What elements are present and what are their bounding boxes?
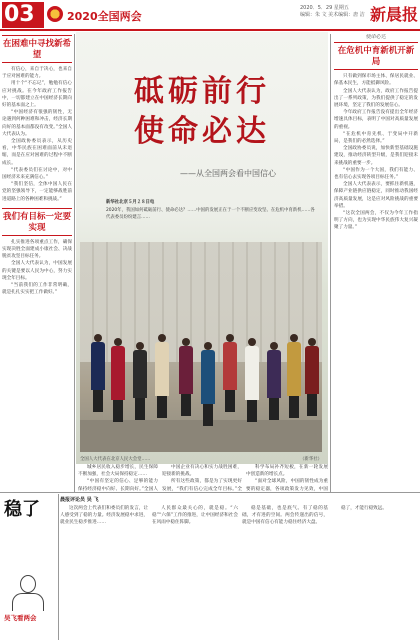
photo-caption bbox=[80, 456, 322, 462]
body-paragraph: “中国经济有很强的韧性，无论遇到何种困难和冲击，经济长期向好的基本面都没有改变。”全国人大代表认为。 bbox=[2, 110, 72, 137]
header-rule bbox=[0, 29, 420, 31]
column-text-1 bbox=[60, 505, 148, 640]
column-paragraph: 稳是基础，也是底气。有了稳的基础，才有进的空间。两会传递出的信号，就是中国有信心有能力稳住经济大盘。 bbox=[242, 506, 328, 526]
left-subhead-2: 我们有目标一定要实现 bbox=[2, 211, 71, 233]
national-emblem-icon bbox=[47, 6, 63, 22]
column-text-2 bbox=[152, 505, 238, 640]
body-paragraph: “在危机中育先机、于变局中开新局，是我们的必然选择。” bbox=[334, 131, 418, 145]
header-date-line2: 编辑：朱 文 美术编辑：唐 洁 bbox=[300, 12, 365, 18]
left-body-2 bbox=[2, 239, 72, 297]
column-paragraph: 这次两会上代表们和委员们的发言，让人感受到了稳的力量。经济发展稳中求进，就业民生稳步推进…… bbox=[60, 506, 148, 526]
column-divider bbox=[58, 494, 59, 640]
column-author-name: 吴飞看两会 bbox=[4, 614, 37, 622]
subhead-rule bbox=[334, 42, 418, 43]
body-paragraph: “面对全球风险，中国的韧性成为重要的稳定器，各项政策发力见效，中国 bbox=[246, 479, 328, 492]
body-paragraph: 科学布局补齐短板，在新一轮发展中创造新的增长点。 bbox=[246, 465, 328, 478]
masthead-logo: 新晨报 bbox=[369, 5, 418, 24]
body-paragraph: 城乡居民收入稳步增长，民生保障不断加强，社会大局保持稳定…… bbox=[78, 465, 158, 478]
body-paragraph: 有信心，来自于决心，也来自于应对困难的能力。 bbox=[2, 67, 72, 80]
column-paragraph: 稳了，才能行稳致远。 bbox=[341, 506, 387, 511]
delegate-figure bbox=[264, 342, 284, 420]
column-label-block bbox=[0, 493, 58, 640]
mid-text-b bbox=[162, 464, 242, 492]
mid-text-a bbox=[78, 464, 158, 492]
body-paragraph: 全国人大代表认为，中国发展的关键是要以人民为中心，努力实现全年目标。 bbox=[2, 261, 72, 281]
column-paragraph: 人民群众最关心的，就是稳。“六稳”“六保”工作的推进，让中国经济和社会在风雨中稳住阵脚。 bbox=[152, 506, 238, 526]
left-body-1 bbox=[2, 66, 72, 203]
hero-title-line1: 砥砺前行 bbox=[134, 74, 270, 109]
hero-title bbox=[76, 72, 328, 152]
body-paragraph: “当前我们的工作非常明确，就是扎扎实实把工作做好。” bbox=[2, 283, 72, 296]
portrait-face bbox=[20, 575, 36, 593]
left-column bbox=[2, 34, 72, 492]
page-number: 03 bbox=[2, 2, 44, 28]
hero-title-line2: 使命必达 bbox=[134, 114, 270, 149]
right-subhead: 在危机中育新机开新局 bbox=[337, 46, 415, 68]
delegate-figure bbox=[88, 334, 108, 412]
page-header bbox=[0, 0, 420, 30]
delegate-figure bbox=[220, 334, 240, 412]
column-byline: 晨报评论员 吴 飞 bbox=[60, 497, 99, 503]
dateline: 新华社北京５月２８日电 bbox=[106, 200, 155, 205]
body-paragraph: 全国政协委员表示，从历史看，中华民族在困难面前从未退缩，而是在应对困难的过程中不断成长。 bbox=[2, 139, 72, 166]
body-paragraph: “中国作为一个大国，我们有能力、也有信心去实现各项目标任务。” bbox=[334, 167, 418, 181]
column-text-4 bbox=[332, 505, 418, 640]
right-body bbox=[334, 73, 418, 231]
left-subhead-1: 在困难中寻找新希望 bbox=[2, 39, 71, 60]
delegates-photo bbox=[80, 242, 322, 452]
delegate-figure bbox=[108, 338, 128, 422]
delegate-figure bbox=[130, 342, 150, 420]
hero-deck bbox=[106, 200, 316, 221]
body-paragraph: 所有这些政策，都是为了实现更好发展，“我们有信心完成全年目标。”全 bbox=[162, 479, 242, 492]
section-title: 2020全国两会 bbox=[67, 10, 142, 23]
body-paragraph: 今年政府工作报告没有提出全年经济增速具体目标，表明了中国对高质量发展的重视。 bbox=[334, 110, 418, 130]
delegate-figure bbox=[284, 334, 304, 418]
mid-text-c bbox=[246, 464, 328, 492]
subhead-rule bbox=[334, 69, 418, 70]
column-text-3 bbox=[242, 505, 328, 640]
body-paragraph: “这次全国两会，不仅为今年工作指明了方向，也为实现中华民族伟大复兴凝聚了力量。” bbox=[334, 211, 418, 231]
body-paragraph: 全国人大代表认为，政府工作报告提出了一系列政策，为我们提供了稳定的发展环境，坚定了我们的发展信心。 bbox=[334, 88, 418, 109]
author-portrait bbox=[2, 573, 56, 613]
subhead-rule bbox=[2, 208, 72, 209]
delegate-figure bbox=[198, 342, 218, 426]
body-paragraph: 扎实推进各项重点工作，确保实现决胜全面建成小康社会、决战脱贫攻坚目标任务。 bbox=[2, 239, 72, 260]
delegate-figure bbox=[176, 338, 196, 416]
header-date-line1: 2020．5．29 星期五 bbox=[300, 5, 349, 11]
delegate-figure bbox=[242, 338, 262, 422]
header-date bbox=[300, 5, 365, 19]
subhead-rule bbox=[2, 62, 72, 63]
right-deck-top: 使命必达 bbox=[365, 34, 386, 40]
body-paragraph: 只有做到保市场主体、保居民就业、保基本民生，方能抵御风险。 bbox=[334, 74, 418, 87]
right-column bbox=[334, 34, 418, 492]
body-paragraph: 用十个“不忘记”，勉勉有信心应对挑战。在今年政府工作报告中，一切都建立在中国经济长期向好的基本面之上。 bbox=[2, 81, 72, 109]
subhead-rule bbox=[2, 35, 72, 36]
body-paragraph: “我们坚信，全体中国人民在党的坚强领导下，一定能够战胜前进道路上的各种困难和挑战。” bbox=[2, 182, 72, 202]
bottom-section-rule bbox=[0, 492, 420, 493]
body-paragraph: 全国人大代表表示，要抓住新机遇，保障产业链供应链稳定，同时推动我国经济高质量发展，这是应对风险挑战的重要举措。 bbox=[334, 182, 418, 209]
photo-caption-text: 全国人大代表在北京人民大会堂…… bbox=[80, 457, 151, 462]
column-name: 稳了 bbox=[4, 499, 40, 520]
subhead-rule bbox=[2, 235, 72, 236]
deck-text: 2020年，我国如何砥砺前行、使命必达？……中国的发展正在于一个不断应变攻坚、在危机中育新机……各代表委员纷纷建言…… bbox=[106, 208, 315, 220]
column-divider bbox=[74, 34, 75, 492]
portrait-shirt bbox=[12, 593, 44, 611]
hero-subtitle: ——从全国两会看中国信心 bbox=[180, 169, 276, 178]
photo-credit: （新华社） bbox=[300, 457, 322, 462]
body-paragraph: “中国有坚定的信心、足够的能力保持经济稳中向好、长期向好。”全国人 bbox=[78, 479, 158, 492]
body-paragraph: “代表委员们在讨论中，对中国经济未来充满信心。” bbox=[2, 167, 72, 181]
body-paragraph: 全国政协委员说，加快新型基础设施建设，推动经济转型升级，是我们迎接未来挑战的重要一步。 bbox=[334, 146, 418, 166]
delegate-figure bbox=[152, 334, 172, 418]
body-paragraph: 中国企业有决心和实力战胜困难，迎接新的挑战。 bbox=[162, 465, 242, 478]
column-divider bbox=[330, 34, 331, 492]
delegate-figure bbox=[302, 338, 322, 416]
